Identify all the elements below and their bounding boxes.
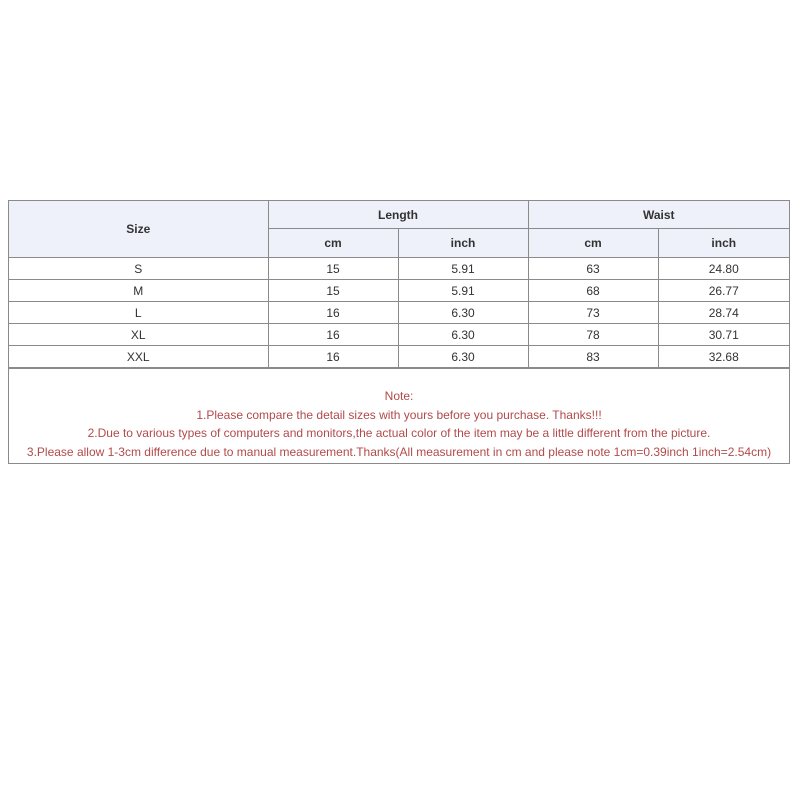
waist-cm-header: cm — [528, 229, 658, 258]
table-header-row — [9, 201, 789, 229]
waist-group-header: Waist — [528, 201, 789, 229]
waist-cm-cell: 83 — [528, 346, 658, 368]
size-chart — [8, 200, 790, 464]
waist-inch-header: inch — [658, 229, 789, 258]
size-column-header: Size — [9, 201, 268, 258]
waist-inch-cell: 24.80 — [658, 258, 789, 280]
waist-inch-cell: 30.71 — [658, 324, 789, 346]
length-cm-cell: 16 — [268, 302, 398, 324]
size-cell: M — [9, 280, 268, 302]
waist-cm-cell: 63 — [528, 258, 658, 280]
table-row — [9, 258, 789, 280]
note-line-3: 3.Please allow 1-3cm difference due to manual measurement.Thanks(All measurement in cm and please note 1cm=0.39inch 1inch=2.54cm) — [26, 444, 772, 459]
length-inch-cell: 6.30 — [398, 302, 528, 324]
length-inch-cell: 5.91 — [398, 280, 528, 302]
waist-cm-cell: 68 — [528, 280, 658, 302]
size-cell: L — [9, 302, 268, 324]
waist-inch-cell: 26.77 — [658, 280, 789, 302]
table-row — [9, 280, 789, 302]
size-cell: S — [9, 258, 268, 280]
notes-section — [9, 368, 789, 463]
length-cm-header: cm — [268, 229, 398, 258]
waist-cm-cell: 78 — [528, 324, 658, 346]
note-line-1: 1.Please compare the detail sizes with yours before you purchase. Thanks!!! — [196, 407, 602, 422]
length-inch-cell: 5.91 — [398, 258, 528, 280]
length-cm-cell: 16 — [268, 324, 398, 346]
waist-cm-cell: 73 — [528, 302, 658, 324]
length-inch-cell: 6.30 — [398, 324, 528, 346]
table-row — [9, 346, 789, 368]
length-group-header: Length — [268, 201, 528, 229]
size-cell: XXL — [9, 346, 268, 368]
table-row — [9, 302, 789, 324]
notes-title: Note: — [384, 389, 414, 403]
length-cm-cell: 15 — [268, 280, 398, 302]
size-table — [9, 201, 789, 368]
waist-inch-cell: 32.68 — [658, 346, 789, 368]
table-row — [9, 324, 789, 346]
length-inch-cell: 6.30 — [398, 346, 528, 368]
length-inch-header: inch — [398, 229, 528, 258]
note-line-2: 2.Due to various types of computers and monitors,the actual color of the item may be a little different from the picture. — [87, 426, 711, 440]
length-cm-cell: 16 — [268, 346, 398, 368]
size-cell: XL — [9, 324, 268, 346]
length-cm-cell: 15 — [268, 258, 398, 280]
waist-inch-cell: 28.74 — [658, 302, 789, 324]
